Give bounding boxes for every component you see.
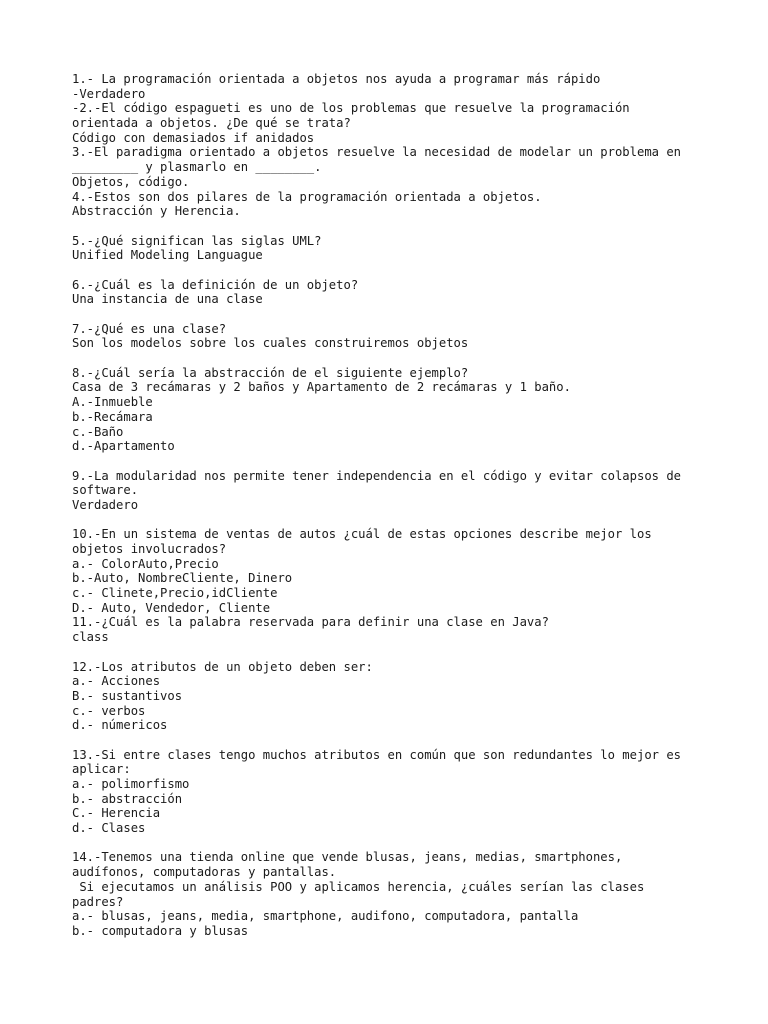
text-line: a.- Acciones: [72, 674, 161, 689]
text-line: audífonos, computadoras y pantallas.: [72, 865, 337, 880]
text-line: 10.-En un sistema de ventas de autos ¿cuál de estas opciones describe mejor los: [72, 527, 652, 542]
text-line: a.- blusas, jeans, media, smartphone, audifono, computadora, pantalla: [72, 909, 579, 924]
blank-line: [72, 263, 712, 278]
text-line: 6.-¿Cuál es la definición de un objeto?: [72, 277, 359, 292]
text-line: C.- Herencia: [72, 806, 161, 821]
text-line: Código con demasiados if anidados: [72, 130, 315, 145]
text-line: Abstracción y Herencia.: [72, 204, 241, 219]
text-line: 7.-¿Qué es una clase?: [72, 321, 227, 336]
blank-line: [72, 836, 712, 851]
text-line: _________ y plasmarlo en ________.: [72, 160, 322, 175]
blank-line: [72, 219, 712, 234]
text-line: 1.- La programación orientada a objetos nos ayuda a programar más rápido: [72, 72, 601, 86]
text-line: Son los modelos sobre los cuales construiremos objetos: [72, 336, 469, 351]
text-line: 8.-¿Cuál sería la abstracción de el siguiente ejemplo?: [72, 365, 469, 380]
blank-line: [72, 733, 712, 748]
text-line: c.-Baño: [72, 424, 124, 439]
text-line: d.-Apartamento: [72, 439, 175, 454]
blank-line: [72, 307, 712, 322]
blank-line: [72, 645, 712, 660]
text-line: -Verdadero: [72, 86, 146, 101]
document-body: [72, 72, 712, 939]
text-line: D.- Auto, Vendedor, Cliente: [72, 600, 271, 615]
text-line: 14.-Tenemos una tienda online que vende blusas, jeans, medias, smartphones,: [72, 850, 623, 865]
text-line: d.- númericos: [72, 718, 168, 733]
text-line: b.- computadora y blusas: [72, 923, 249, 938]
text-line: 12.-Los atributos de un objeto deben ser:: [72, 659, 373, 674]
blank-line: [72, 454, 712, 469]
text-line: Casa de 3 recámaras y 2 baños y Apartamento de 2 recámaras y 1 baño.: [72, 380, 571, 395]
text-line: 9.-La modularidad nos permite tener independencia en el código y evitar colapsos de: [72, 468, 682, 483]
text-line: c.- Clinete,Precio,idCliente: [72, 586, 278, 601]
text-line: padres?: [72, 894, 124, 909]
text-line: class: [72, 630, 109, 645]
text-line: a.- ColorAuto,Precio: [72, 556, 219, 571]
text-line: 13.-Si entre clases tengo muchos atributos en común que son redundantes lo mejor es: [72, 747, 682, 762]
text-line: c.- verbos: [72, 703, 146, 718]
text-line: Verdadero: [72, 497, 139, 512]
text-line: -2.-El código espagueti es uno de los problemas que resuelve la programación: [72, 101, 630, 116]
text-line: Si ejecutamos un análisis POO y aplicamos herencia, ¿cuáles serían las clases: [72, 879, 645, 894]
text-line: orientada a objetos. ¿De qué se trata?: [72, 116, 351, 131]
text-line: 5.-¿Qué significan las siglas UML?: [72, 233, 322, 248]
text-line: objetos involucrados?: [72, 542, 227, 556]
text-line: software.: [72, 483, 139, 498]
text-line: 11.-¿Cuál es la palabra reservada para definir una clase en Java?: [72, 615, 549, 630]
text-line: A.-Inmueble: [72, 395, 153, 410]
text-line: a.- polimorfismo: [72, 777, 190, 791]
text-line: Objetos, código.: [72, 174, 190, 189]
text-line: b.- abstracción: [72, 791, 183, 806]
text-line: 3.-El paradigma orientado a objetos resuelve la necesidad de modelar un problema en: [72, 145, 682, 160]
text-line: aplicar:: [72, 762, 131, 777]
text-line: d.- Clases: [72, 821, 146, 836]
text-line: B.- sustantivos: [72, 688, 183, 703]
text-line: b.-Auto, NombreCliente, Dinero: [72, 571, 293, 586]
text-line: Una instancia de una clase: [72, 292, 263, 307]
text-line: Unified Modeling Languague: [72, 248, 263, 263]
text-line: b.-Recámara: [72, 409, 153, 424]
blank-line: [72, 351, 712, 366]
text-line: 4.-Estos son dos pilares de la programación orientada a objetos.: [72, 189, 542, 204]
blank-line: [72, 513, 712, 528]
